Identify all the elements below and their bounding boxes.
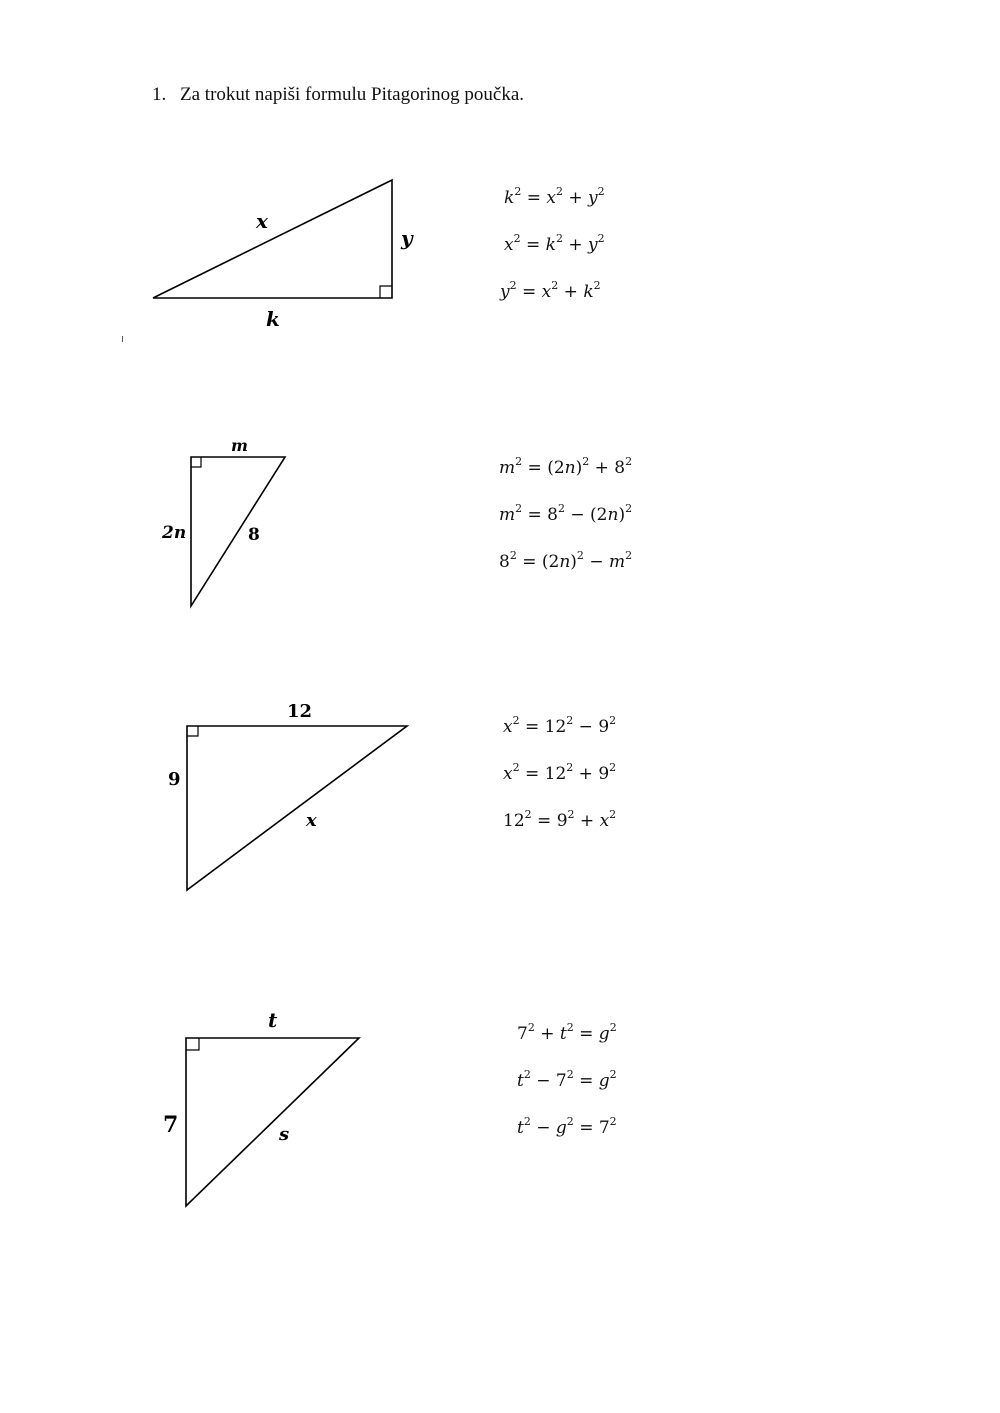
eq-exponent: 2 bbox=[523, 1115, 531, 1128]
triangle-4 bbox=[163, 1008, 359, 1206]
eq-operator: = 7 bbox=[573, 1118, 610, 1138]
eq-exponent: 2 bbox=[566, 1021, 574, 1034]
triangle-1-label-leg-b: k bbox=[266, 307, 280, 331]
eq-variable: x bbox=[546, 188, 556, 208]
equation-option[interactable] bbox=[500, 280, 605, 304]
eq-exponent: 2 bbox=[509, 549, 517, 562]
eq-exponent: 2 bbox=[576, 549, 584, 562]
eq-exponent: 2 bbox=[509, 279, 517, 292]
eq-operator: (2 bbox=[547, 458, 565, 478]
eq-variable: x bbox=[503, 717, 513, 737]
eq-operator: − 7 bbox=[530, 1071, 567, 1091]
equation-options-3 bbox=[503, 715, 616, 833]
triangle-3-label-hyp: x bbox=[306, 810, 317, 831]
eq-exponent: 2 bbox=[609, 714, 617, 727]
equation-option[interactable] bbox=[517, 1069, 617, 1093]
eq-exponent: 2 bbox=[551, 279, 559, 292]
equation-option[interactable] bbox=[499, 503, 632, 527]
eq-operator: − bbox=[583, 552, 609, 572]
triangle-2 bbox=[161, 436, 285, 606]
eq-exponent: 2 bbox=[625, 455, 633, 468]
eq-operator: 8 bbox=[499, 552, 510, 572]
eq-operator: = bbox=[520, 235, 546, 255]
eq-operator: − 9 bbox=[573, 717, 610, 737]
eq-variable: t bbox=[517, 1118, 524, 1138]
triangle-3-label-top: 12 bbox=[287, 701, 313, 722]
triangle-2-label-top: m bbox=[231, 436, 248, 455]
eq-exponent: 2 bbox=[523, 1068, 531, 1081]
eq-operator: = bbox=[573, 1024, 599, 1044]
eq-variable: g bbox=[598, 1071, 610, 1091]
triangle-4-label-hyp: s bbox=[279, 1124, 290, 1145]
eq-operator: ) bbox=[618, 505, 626, 525]
eq-operator: = 8 bbox=[522, 505, 558, 525]
triangle-2-label-hyp: 8 bbox=[248, 525, 260, 545]
eq-exponent: 2 bbox=[609, 1021, 617, 1034]
eq-exponent: 2 bbox=[609, 1115, 617, 1128]
eq-exponent: 2 bbox=[609, 761, 617, 774]
eq-exponent: 2 bbox=[582, 455, 590, 468]
triangle-3 bbox=[168, 701, 407, 890]
equation-options-1 bbox=[500, 186, 605, 304]
eq-exponent: 2 bbox=[597, 232, 605, 245]
eq-operator: + bbox=[574, 811, 600, 831]
eq-exponent: 2 bbox=[512, 761, 520, 774]
eq-exponent: 2 bbox=[566, 761, 574, 774]
eq-variable: y bbox=[588, 188, 598, 208]
eq-exponent: 2 bbox=[524, 808, 532, 821]
equation-option[interactable] bbox=[503, 809, 616, 833]
triangle-1-label-hyp: x bbox=[256, 209, 268, 233]
eq-variable: m bbox=[499, 505, 516, 525]
eq-variable: y bbox=[500, 282, 510, 302]
eq-variable: k bbox=[504, 188, 515, 208]
eq-variable: g bbox=[555, 1118, 567, 1138]
eq-operator: ) bbox=[575, 458, 583, 478]
eq-exponent: 2 bbox=[512, 714, 520, 727]
equation-option[interactable] bbox=[504, 233, 605, 257]
equation-option[interactable] bbox=[499, 550, 632, 574]
eq-exponent: 2 bbox=[514, 185, 522, 198]
eq-exponent: 2 bbox=[625, 549, 633, 562]
equation-options-4 bbox=[517, 1022, 617, 1140]
eq-operator: + 9 bbox=[573, 764, 610, 784]
eq-operator: + bbox=[562, 188, 589, 208]
eq-exponent: 2 bbox=[566, 714, 574, 727]
equation-option[interactable] bbox=[503, 715, 616, 739]
eq-exponent: 2 bbox=[527, 1021, 535, 1034]
eq-variable: x bbox=[541, 282, 552, 302]
equation-option[interactable] bbox=[503, 762, 616, 786]
eq-operator: = 12 bbox=[519, 717, 567, 737]
eq-variable: t bbox=[517, 1071, 524, 1091]
eq-operator: 12 bbox=[503, 811, 525, 831]
eq-exponent: 2 bbox=[555, 232, 563, 245]
eq-variable: k bbox=[545, 235, 556, 255]
eq-operator: − bbox=[530, 1118, 556, 1138]
eq-variable: x bbox=[504, 235, 514, 255]
eq-operator: = bbox=[573, 1071, 599, 1091]
eq-exponent: 2 bbox=[555, 185, 563, 198]
eq-operator: = bbox=[521, 188, 547, 208]
triangle-4-label-left: 7 bbox=[163, 1112, 179, 1138]
eq-exponent: 2 bbox=[566, 1115, 574, 1128]
eq-exponent: 2 bbox=[609, 1068, 617, 1081]
eq-operator: = 9 bbox=[531, 811, 568, 831]
eq-variable: x bbox=[503, 764, 513, 784]
eq-variable: k bbox=[583, 282, 594, 302]
eq-variable: y bbox=[588, 235, 598, 255]
eq-variable: n bbox=[559, 552, 571, 572]
eq-operator: − (2 bbox=[565, 505, 608, 525]
eq-operator: 7 bbox=[517, 1024, 528, 1044]
eq-exponent: 2 bbox=[567, 808, 575, 821]
equation-options-2 bbox=[499, 456, 632, 574]
equation-option[interactable] bbox=[504, 186, 605, 210]
eq-exponent: 2 bbox=[593, 279, 601, 292]
equation-option[interactable] bbox=[517, 1116, 617, 1140]
eq-operator: = (2 bbox=[516, 552, 560, 572]
triangle-1-label-leg-a: y bbox=[401, 226, 413, 250]
eq-exponent: 2 bbox=[513, 232, 521, 245]
eq-operator: = bbox=[522, 458, 548, 478]
eq-exponent: 2 bbox=[625, 502, 633, 515]
eq-operator: = 12 bbox=[519, 764, 567, 784]
task-number: 1. bbox=[152, 84, 167, 105]
task-text: Za trokut napiši formulu Pitagorinog poučka. bbox=[180, 84, 525, 105]
triangle-1 bbox=[153, 180, 414, 331]
eq-operator: + bbox=[558, 282, 584, 302]
eq-operator: = bbox=[516, 282, 542, 302]
equation-option[interactable] bbox=[517, 1022, 617, 1046]
eq-variable: x bbox=[599, 811, 610, 831]
triangle-2-label-left: 2n bbox=[162, 523, 187, 543]
eq-variable: n bbox=[564, 458, 576, 478]
eq-exponent: 2 bbox=[609, 808, 617, 821]
eq-variable: m bbox=[608, 552, 626, 572]
eq-variable: g bbox=[598, 1024, 610, 1044]
eq-variable: m bbox=[499, 458, 516, 478]
eq-exponent: 2 bbox=[597, 185, 605, 198]
eq-operator: ) bbox=[570, 552, 577, 572]
triangle-4-label-top: t bbox=[268, 1008, 278, 1032]
eq-operator: + bbox=[534, 1024, 560, 1044]
eq-exponent: 2 bbox=[515, 455, 523, 468]
eq-exponent: 2 bbox=[515, 502, 523, 515]
equation-option[interactable] bbox=[499, 456, 632, 480]
triangle-3-label-left: 9 bbox=[168, 769, 181, 790]
eq-variable: n bbox=[607, 505, 619, 525]
eq-operator: + bbox=[562, 235, 589, 255]
eq-exponent: 2 bbox=[566, 1068, 574, 1081]
eq-variable: t bbox=[559, 1024, 567, 1044]
eq-exponent: 2 bbox=[558, 502, 565, 515]
eq-operator: + 8 bbox=[589, 458, 626, 478]
